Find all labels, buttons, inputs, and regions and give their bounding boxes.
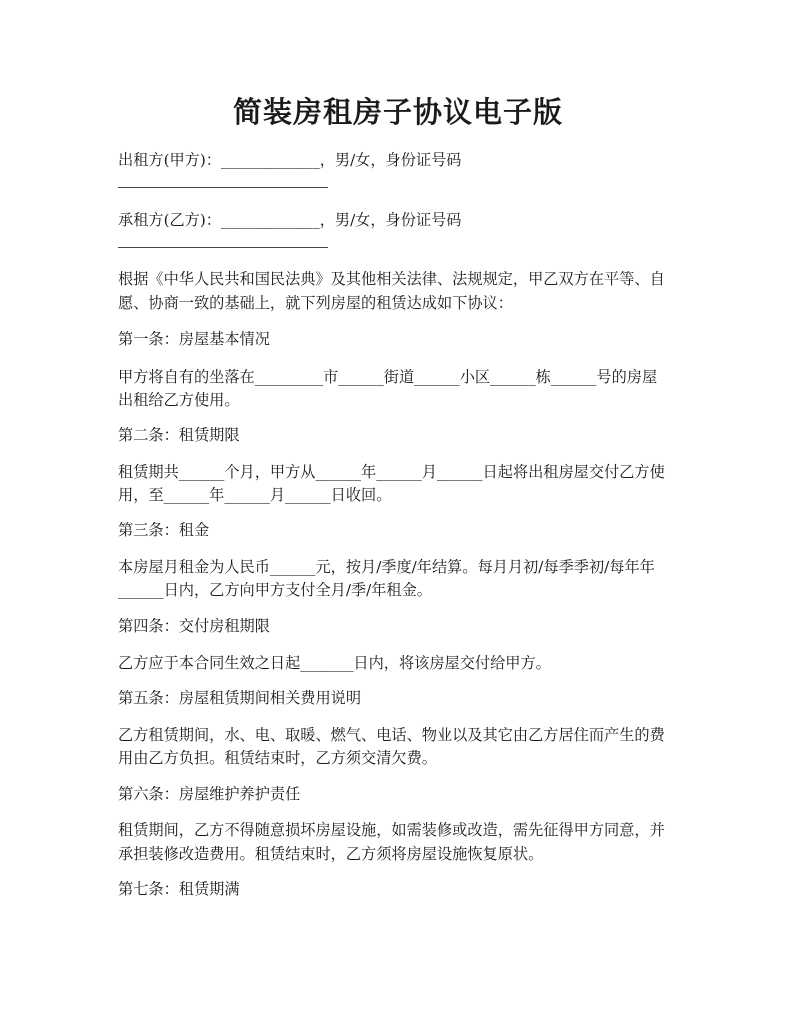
lessee-id-blank (118, 247, 328, 248)
article-heading: 第五条：房屋租赁期间相关费用说明 (118, 689, 361, 707)
article-heading: 第一条：房屋基本情况 (118, 330, 270, 348)
article-heading: 第二条：租赁期限 (118, 426, 240, 444)
article-body-line: 承担装修改造费用。租赁结束时，乙方须将房屋设施恢复原状。 (118, 845, 544, 863)
preamble-line: 根据《中华人民共和国民法典》及其他相关法律、法规规定，甲乙双方在平等、自 (118, 270, 665, 288)
article-heading: 第七条：租赁期满 (118, 880, 240, 898)
lessor-id-blank (118, 187, 328, 188)
article-body-line: 租赁期共______个月，甲方从______年______月______日起将出租房屋交付乙方使 (118, 463, 665, 481)
article-heading: 第四条：交付房租期限 (118, 617, 270, 635)
article-body-line: 乙方应于本合同生效之日起_______日内，将该房屋交付给甲方。 (118, 654, 551, 672)
article-body-line: 乙方租赁期间，水、电、取暖、燃气、电话、物业以及其它由乙方居住而产生的费 (118, 726, 665, 744)
article-body-line: 出租给乙方使用。 (118, 391, 240, 409)
article-body-line: 甲方将自有的坐落在_________市______街道______小区______栋______号的房屋 (118, 368, 658, 386)
article-body-line: 用，至______年______月______日收回。 (118, 486, 392, 504)
article-body-line: 本房屋月租金为人民币______元，按月/季度/年结算。每月月初/每季季初/每年年 (118, 558, 655, 576)
article-body-line: 租赁期间，乙方不得随意损坏房屋设施，如需装修或改造，需先征得甲方同意，并 (118, 821, 665, 839)
article-body-line: 用由乙方负担。租赁结束时，乙方须交清欠费。 (118, 749, 437, 767)
article-heading: 第三条：租金 (118, 521, 210, 539)
document-title: 简装房租房子协议电子版 (232, 95, 563, 129)
article-heading: 第六条：房屋维护养护责任 (118, 785, 301, 803)
lessee-line: 承租方(乙方)：_____________，男/女，身份证号码 (118, 211, 462, 229)
article-body-line: ______日内，乙方向甲方支付全月/季/年租金。 (118, 581, 432, 599)
lessor-line: 出租方(甲方)：_____________，男/女，身份证号码 (118, 151, 462, 169)
preamble-line: 愿、协商一致的基础上，就下列房屋的租赁达成如下协议： (118, 294, 513, 312)
